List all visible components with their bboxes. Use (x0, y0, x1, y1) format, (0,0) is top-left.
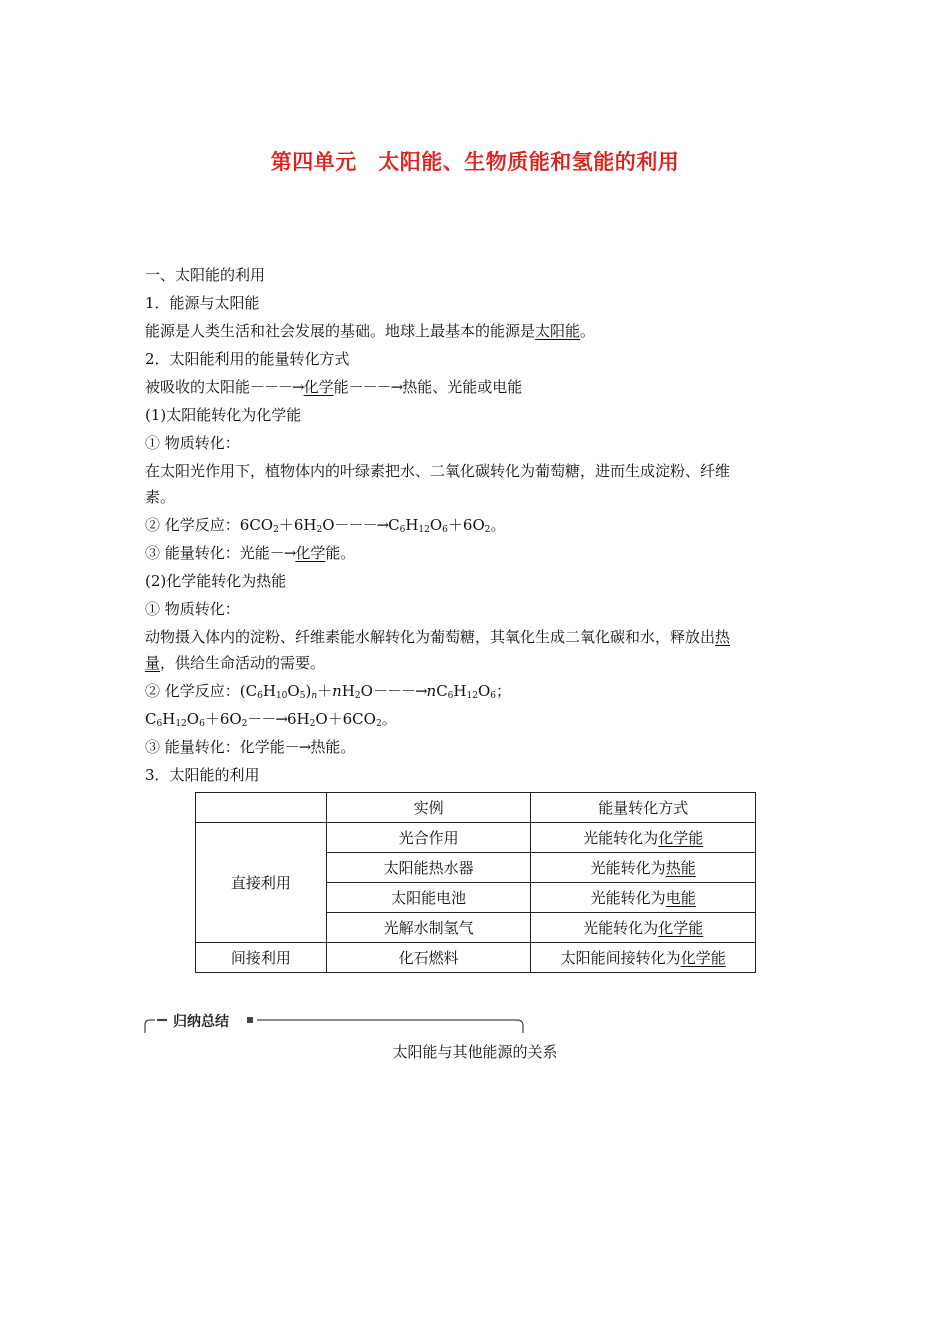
paragraph-text: 动物摄入体内的淀粉、纤维素能水解转化为葡萄糖，其氧化生成二氧化碳和水，释放出 (145, 628, 716, 646)
item-label: ② 化学反应： (145, 682, 240, 700)
subsection-heading: 1．能源与太阳能 (145, 294, 260, 312)
paragraph-text: ③ 能量转化：光能 (145, 544, 270, 562)
paragraph: 在太阳光作用下，植物体内的叶绿素把水、二氧化碳转化为葡萄糖，进而生成淀粉、纤维 (145, 462, 731, 480)
paragraph-text: 能。 (325, 544, 356, 562)
answer-blank: 热能 (665, 859, 696, 877)
paragraph-text: 被吸收的太阳能 (145, 378, 251, 396)
paragraph (145, 653, 325, 673)
equation-line (145, 709, 397, 729)
item-label: ② 化学反应： (145, 516, 240, 534)
answer-blank: 化学能 (658, 919, 704, 937)
paragraph: 素。 (145, 488, 176, 506)
conversion-cell (531, 943, 756, 973)
example-cell: 太阳能电池 (326, 883, 531, 913)
group-cell-indirect: 间接利用 (196, 943, 327, 973)
table-header-cell: 能量转化方式 (531, 793, 756, 823)
conversion-text: 光能转化为 (590, 889, 666, 907)
paragraph-text: 能源是人类生活和社会发展的基础。地球上最基本的能源是 (145, 322, 536, 340)
example-cell: 光解水制氢气 (326, 913, 531, 943)
equation-line (145, 681, 511, 701)
subsection-heading: 3．太阳能的利用 (145, 766, 260, 784)
item: ① 物质转化： (145, 600, 240, 618)
conversion-text: 太阳能间接转化为 (560, 949, 681, 967)
subsection-heading: (2)化学能转化为热能 (145, 572, 287, 590)
answer-blank: 化学 (303, 378, 334, 396)
subsection-heading: (1)太阳能转化为化学能 (145, 406, 302, 424)
summary-banner-frame (143, 1011, 525, 1035)
example-cell: 光合作用 (326, 823, 531, 853)
table-header-row (196, 793, 756, 823)
equation-line (145, 515, 506, 535)
arrow: －→ (284, 738, 311, 756)
paragraph (145, 377, 522, 397)
answer-blank: 化学能 (680, 949, 726, 967)
equation: $6CO_2+6H_2O---\to C_6H_{12}O_6+6O_2$。 (239, 516, 506, 535)
paragraph-text: 。 (580, 322, 596, 340)
solar-energy-table (195, 792, 756, 973)
table-row (196, 943, 756, 973)
equation: $C_6H_{12}O_6+6O_2--\to 6H_2O+6CO_2$。 (145, 710, 397, 729)
paragraph (145, 737, 355, 757)
paragraph (145, 321, 595, 341)
summary-caption: 太阳能与其他能源的关系 (392, 1043, 558, 1061)
example-cell: 太阳能热水器 (326, 853, 531, 883)
conversion-text: 光能转化为 (590, 859, 666, 877)
summary-banner (143, 1011, 525, 1035)
conversion-cell (531, 883, 756, 913)
table-row (196, 823, 756, 853)
item: ① 物质转化： (145, 434, 240, 452)
arrow: －－－→ (348, 378, 403, 396)
answer-blank: 太阳能 (535, 322, 581, 340)
group-cell-direct: 直接利用 (196, 823, 327, 943)
paragraph (145, 627, 730, 647)
conversion-cell (531, 853, 756, 883)
section-heading: 一、太阳能的利用 (145, 266, 266, 284)
subsection-heading: 2．太阳能利用的能量转化方式 (145, 350, 350, 368)
paragraph-text: ，供给生命活动的需要。 (160, 654, 326, 672)
equation: $(C_6H_{10}O_5)_n+nH_2O---\to nC_6H_{12}O_6$； (239, 682, 512, 701)
paragraph-text: 能 (333, 378, 349, 396)
answer-blank: 热 (715, 628, 731, 646)
answer-blank: 量 (145, 654, 161, 672)
conversion-text: 光能转化为 (583, 919, 659, 937)
conversion-cell (531, 913, 756, 943)
paragraph (145, 543, 355, 563)
page-title: 第四单元 太阳能、生物质能和氢能的利用 (270, 150, 680, 174)
table-header-cell (196, 793, 327, 823)
paragraph-text: ③ 能量转化：化学能 (145, 738, 285, 756)
arrow: －→ (269, 544, 296, 562)
example-cell: 化石燃料 (326, 943, 531, 973)
conversion-cell (531, 823, 756, 853)
summary-label: 归纳总结 (173, 1014, 229, 1030)
table-header-cell: 实例 (326, 793, 531, 823)
paragraph-text: 热能、光能或电能 (402, 378, 523, 396)
answer-blank: 化学能 (658, 829, 704, 847)
answer-blank: 电能 (665, 889, 696, 907)
arrow: －－－→ (250, 378, 304, 396)
conversion-text: 光能转化为 (583, 829, 659, 847)
answer-blank: 化学 (295, 544, 326, 562)
paragraph-text: 热能。 (310, 738, 356, 756)
